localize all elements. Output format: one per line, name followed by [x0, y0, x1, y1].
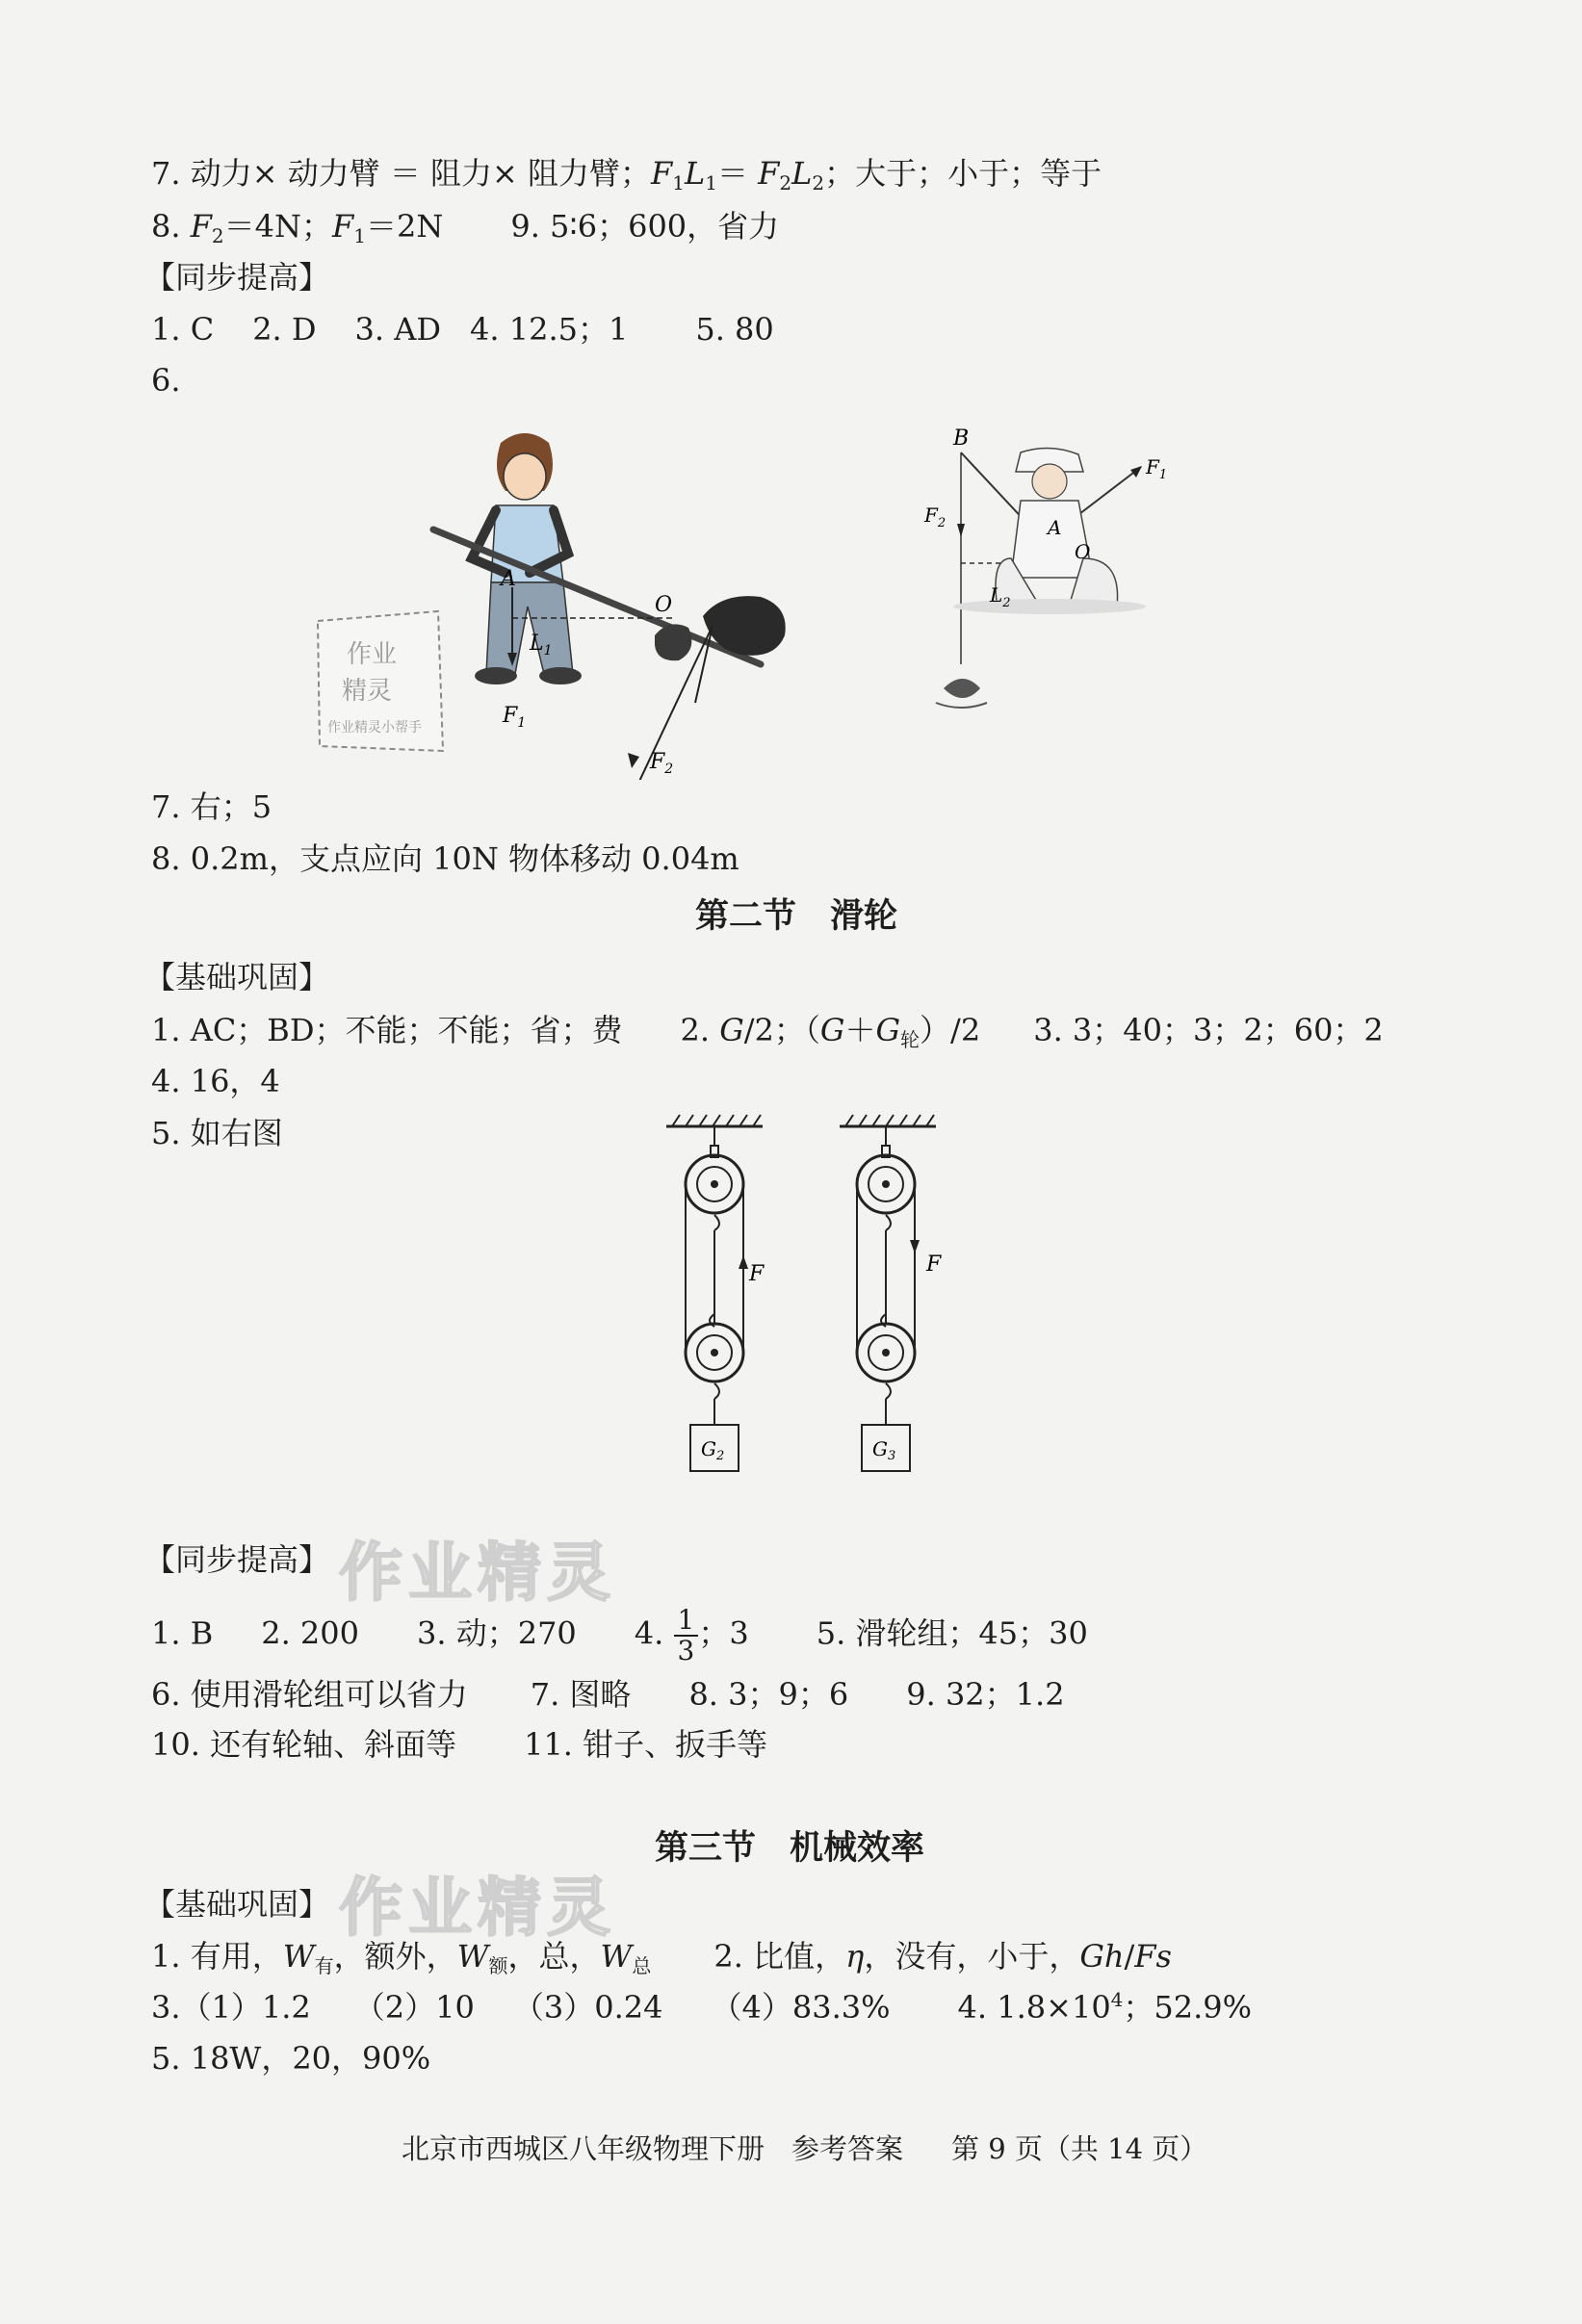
answer-line-6-label: 6.	[151, 362, 181, 399]
label-O: O	[1075, 540, 1091, 563]
page-footer: 北京市西城区八年级物理下册 参考答案 第 9 页（共 14 页）	[402, 2132, 1208, 2165]
label-B: B	[953, 426, 970, 451]
stamp-text-3: 作业精灵小帮手	[327, 720, 422, 736]
answer-line-pulley-1: 1. AC；BD；不能；不能；省；费 2. G/2；$(G+G_轮)/2$ 3. 3；40；3；2；60；2	[151, 1012, 1384, 1051]
label-F2: $F_2$	[650, 750, 674, 777]
fulcrum-stone	[655, 624, 691, 660]
answer-line-pulley-5: 5. 如右图	[151, 1115, 283, 1151]
section-heading-sync-2: 【同步提高】	[144, 1541, 330, 1578]
boy-illustration	[472, 433, 582, 684]
answer-line-pulley-4: 4. 16，4	[151, 1063, 280, 1099]
section-heading-basic-3: 【基础巩固】	[144, 1886, 330, 1923]
label-G2: $G_2$	[701, 1437, 725, 1463]
fish-shape	[944, 679, 980, 698]
label-F2: $F_2$	[924, 504, 947, 530]
label-O: O	[655, 593, 673, 617]
answer-line-pulley-sync-10: 10. 还有轮轴、斜面等 11. 钳子、扳手等	[151, 1726, 768, 1763]
answer-line-efficiency-3: 3.（1）1.2 （2）10 （3）0.24 （4）83.3% 4. $1.8\times 10^4$；52.9%	[151, 1988, 1253, 2026]
section-title-pulley: 第二节 滑轮	[695, 897, 898, 936]
label-L2: $L_2$	[990, 583, 1011, 610]
label-L1: $L_1$	[530, 632, 553, 658]
pulley-figure	[655, 1107, 973, 1483]
label-G3: $G_3$	[872, 1437, 896, 1463]
answer-line-sync-8: 8. 0.2m，支点应向 10N 物体移动 0.04m	[151, 840, 739, 877]
label-A: A	[1048, 516, 1062, 539]
section-heading-basic-2: 【基础巩固】	[144, 959, 330, 995]
answer-line-pulley-sync-1: 1. B 2. 200 3. 动；270 4. $\frac{1}{3}$ ；3 5. 滑轮组；45；30	[151, 1604, 1088, 1666]
watermark-2: 作业精灵	[339, 1871, 616, 1945]
answer-line-8-9: 8. $F_2=4N$；$F_1=2N$ 9. 5∶6；600，省力	[151, 208, 780, 247]
label-F1: $F_1$	[503, 704, 527, 731]
section-title-efficiency: 第三节 机械效率	[655, 1829, 925, 1868]
answer-line-pulley-sync-6: 6. 使用滑轮组可以省力 7. 图略 8. 3；9；6 9. 32；1.2	[151, 1676, 1065, 1713]
stamp-text-2: 精灵	[342, 677, 393, 706]
answer-line-sync-1: 1. C 2. D 3. AD 4. 12.5；1 5. 80	[151, 311, 774, 348]
section-heading-sync-1: 【同步提高】	[144, 259, 330, 296]
answer-line-7: 7. 动力× 动力臂 ＝ 阻力× 阻力臂；$F_1L_1= F_2L_2$；大于；小于；等于	[151, 155, 1102, 194]
fixed-pulley-right	[857, 1146, 915, 1230]
answer-line-sync-7: 7. 右；5	[151, 788, 272, 825]
answer-line-efficiency-1: 1. 有用，$W_有$，额外，$W_额$，总，$W_总$ 2. 比值，η，没有，小于，Gh/Fs	[151, 1938, 1172, 1977]
label-F-right: F	[926, 1252, 942, 1277]
fixed-pulley-left	[686, 1146, 743, 1230]
lever-bar	[433, 529, 761, 664]
watermark-1: 作业精灵	[339, 1536, 616, 1610]
answer-line-efficiency-5: 5. 18W，20，90%	[151, 2040, 431, 2077]
stamp-logo	[318, 611, 443, 751]
label-F1: $F_1$	[1146, 455, 1168, 482]
movable-pulley-left	[686, 1314, 743, 1399]
stamp-text-1: 作业	[347, 640, 398, 669]
fishing-figure	[915, 424, 1194, 741]
lever-figure	[298, 414, 799, 780]
fraction-one-third: $\frac{1}{3}$	[674, 1606, 699, 1666]
label-A: A	[501, 567, 516, 591]
movable-pulley-right	[857, 1314, 915, 1399]
label-F-left: F	[749, 1262, 765, 1286]
